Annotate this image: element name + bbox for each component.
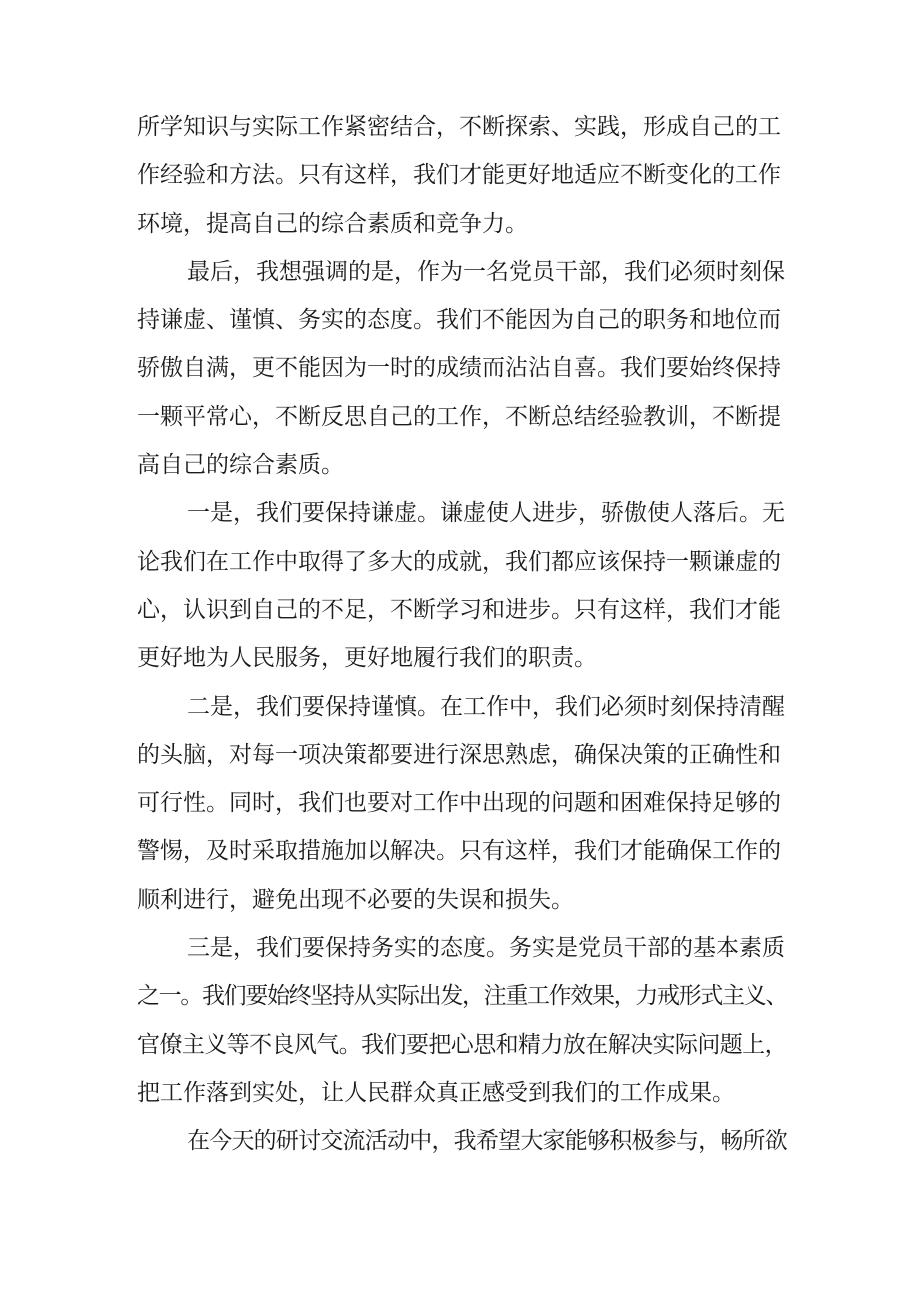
text-line: 一颗平常心，不断反思自己的工作，不断总结经验教训，不断提	[137, 403, 781, 430]
text-line: 环境，提高自己的综合素质和竞争力。	[137, 210, 528, 237]
paragraph-first-line: 三是，我们要保持务实的态度。务实是党员干部的基本素质	[187, 935, 785, 962]
paragraph-first-line: 最后，我想强调的是，作为一名党员干部，我们必须时刻保	[187, 258, 785, 285]
paragraph-first-line: 二是，我们要保持谨慎。在工作中，我们必须时刻保持清醒	[187, 693, 785, 720]
text-line: 的头脑，对每一项决策都要进行深思熟虑，确保决策的正确性和	[137, 741, 781, 768]
text-line: 骄傲自满，更不能因为一时的成绩而沾沾自喜。我们要始终保持	[137, 355, 781, 382]
text-line: 论我们在工作中取得了多大的成就，我们都应该保持一颗谦虚的	[137, 548, 781, 575]
text-line: 把工作落到实处，让人民群众真正感受到我们的工作成果。	[137, 1079, 735, 1106]
text-line: 所学知识与实际工作紧密结合，不断探索、实践，形成自己的工	[137, 114, 781, 140]
paragraph-first-line: 一是，我们要保持谦虚。谦虚使人进步，骄傲使人落后。无	[187, 500, 785, 527]
text-line: 可行性。同时，我们也要对工作中出现的问题和困难保持足够的	[137, 790, 781, 817]
text-line: 顺利进行，避免出现不必要的失误和损失。	[137, 886, 574, 913]
text-line: 官僚主义等不良风气。我们要把心思和精力放在解决实际问题上，	[137, 1031, 788, 1058]
text-line: 作经验和方法。只有这样，我们才能更好地适应不断变化的工作	[137, 162, 781, 189]
text-line: 持谦虚、谨慎、务实的态度。我们不能因为自己的职务和地位而	[137, 307, 781, 334]
text-line: 心，认识到自己的不足，不断学习和进步。只有这样，我们才能	[137, 596, 781, 623]
paragraph-first-line: 在今天的研讨交流活动中，我希望大家能够积极参与，畅所欲	[187, 1128, 788, 1155]
text-line: 警惕，及时采取措施加以解决。只有这样，我们才能确保工作的	[137, 838, 781, 865]
text-line: 高自己的综合素质。	[137, 452, 344, 479]
document-body	[137, 103, 787, 1166]
text-line: 更好地为人民服务，更好地履行我们的职责。	[137, 645, 597, 672]
text-line: 之一。我们要始终坚持从实际出发，注重工作效果，力戒形式主义、	[137, 983, 788, 1010]
